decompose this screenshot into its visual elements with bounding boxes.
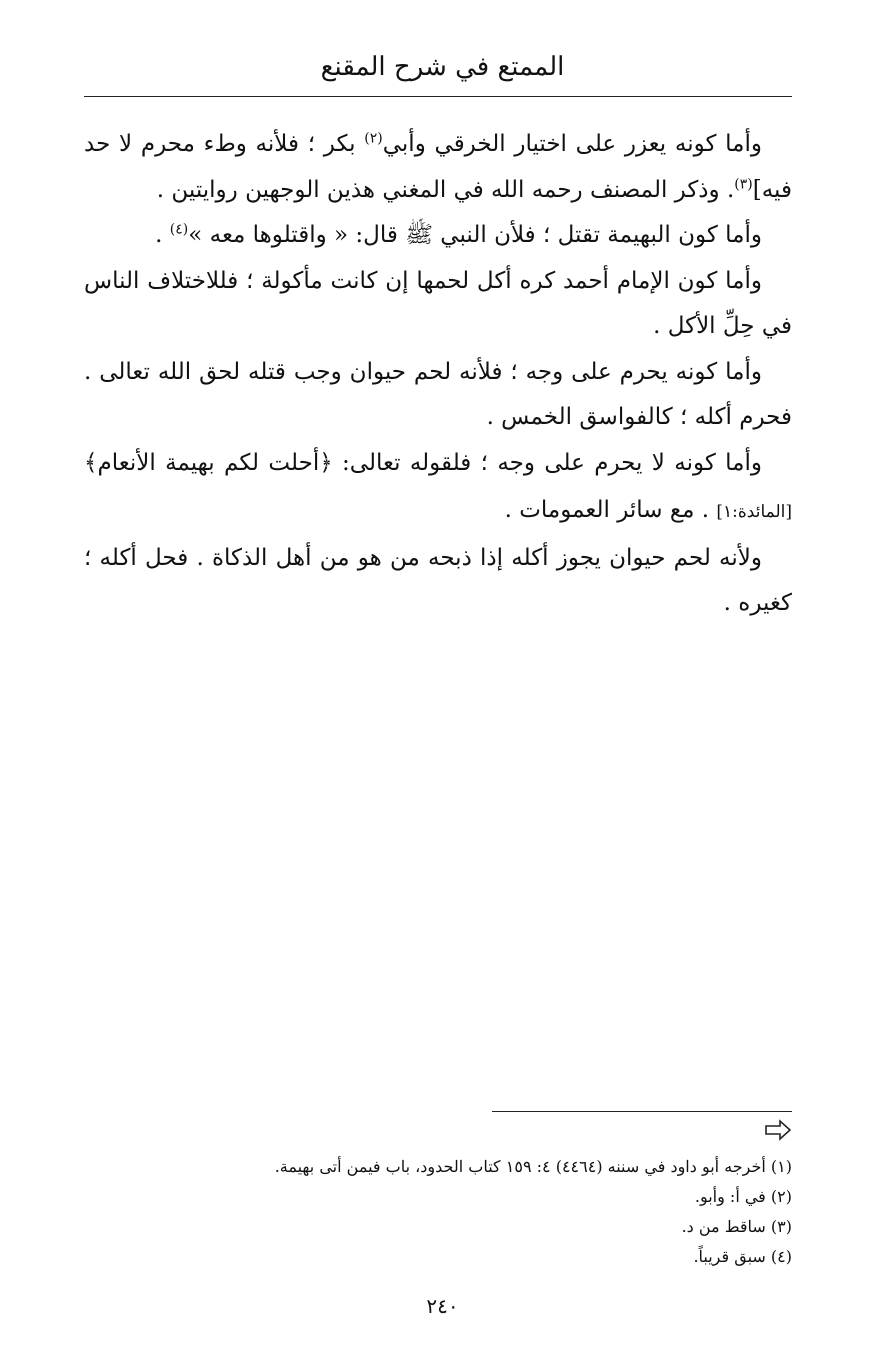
header-rule <box>84 96 792 97</box>
paragraph: وأما كونه لا يحرم على وجه ؛ فلقوله تعالى: ﴿أحلت لكم بهيمة الأنعام﴾ [المائدة:١] . مع سائر العمومات . <box>84 449 792 523</box>
paragraph: ولأنه لحم حيوان يجوز أكله إذا ذبحه من هو من أهل الذكاة . فحل أكله ؛ كغيره . <box>84 544 792 616</box>
paragraph: وأما كونه يعزر على اختيار الخرقي وأبي$^{(٢)}$ بكر ؛ فلأنه وطء محرم لا حد فيه]$^{(٣)}$. وذكر المصنف رحمه الله في المغني هذين الوجهين روايتين . <box>84 130 792 203</box>
paragraph: وأما كونه يحرم على وجه ؛ فلأنه لحم حيوان وجب قتله لحق الله تعالى . فحرم أكله ؛ كالفواسق الخمس . <box>84 358 792 430</box>
footnote-ref: (٣) <box>734 175 753 192</box>
footnote: (٢) في أ: وأبو. <box>694 1187 792 1206</box>
paragraph: وأما كون الإمام أحمد كره أكل لحمها إن كانت مأكولة ؛ فللاختلاف الناس في حِلِّ الأكل . <box>84 267 792 339</box>
footnote: (٤) سبق قريباً. <box>693 1247 792 1266</box>
footnote: (٣) ساقط من د. <box>681 1217 792 1236</box>
paragraph: وأما كون البهيمة تقتل ؛ فلأن النبي ﷺ قال: « واقتلوها معه »$^{(٤)}$ . <box>155 221 762 248</box>
footnote: (١) أخرجه أبو داود في سننه (٤٤٦٤) ٤: ١٥٩ كتاب الحدود، باب فيمن أتى بهيمة. <box>274 1157 792 1176</box>
verse-reference: [المائدة:١] <box>716 502 792 522</box>
footnote-ref: (٢) <box>364 130 383 147</box>
main-text <box>84 122 792 627</box>
running-header-title: الممتع في شرح المقنع <box>320 52 565 82</box>
page-number: ٢٤٠ <box>426 1294 459 1318</box>
footnote-ref: (٤) <box>169 221 189 238</box>
footnote-rule <box>492 1111 792 1112</box>
right-arrow-outline-icon <box>764 1119 792 1141</box>
footnotes <box>84 1152 792 1272</box>
